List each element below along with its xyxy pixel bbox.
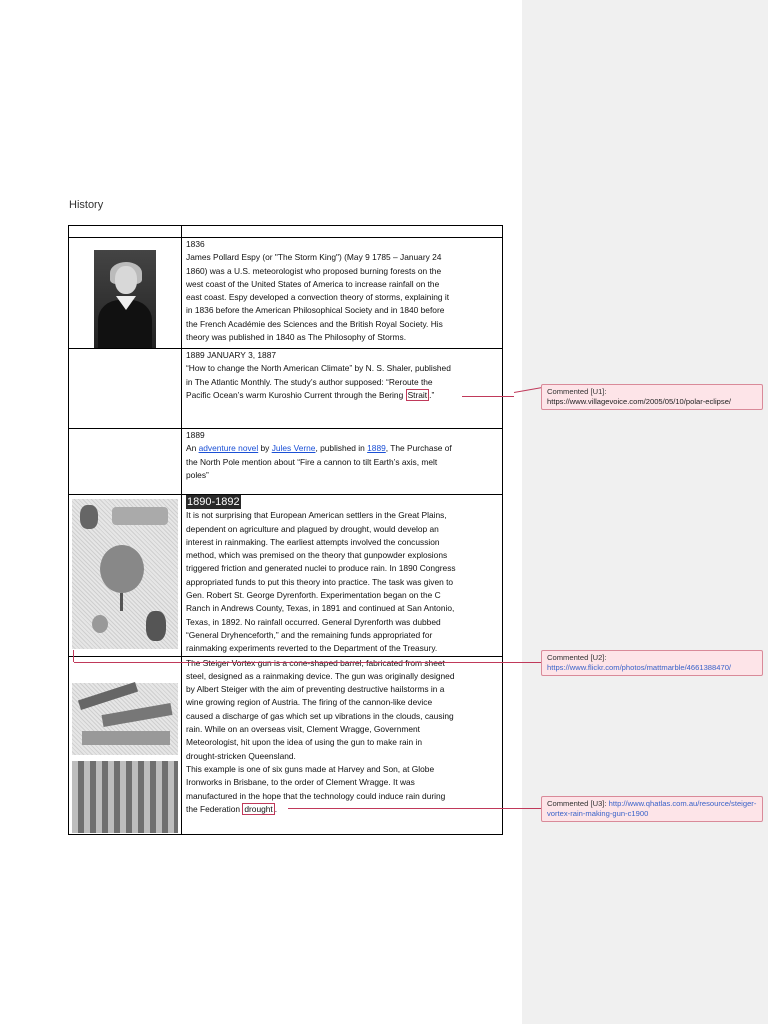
table-row (69, 429, 503, 495)
comment-u1[interactable] (541, 384, 763, 410)
row-line: Ranch in Andrews County, Texas, in 1891 and continued at San Antonio, (186, 603, 455, 614)
row-line: poles” (186, 469, 209, 480)
row-text-steiger[interactable]: steel, designed as a rainmaking device. The gun was originally designed by Albert Steiger with the aim of preventing destructive hailstorms in a wine growing region of Austria. The firing of the cannon-like device caused a discharge of gas which set up vibrations in the clouds, causing rain. While on an overseas visit, Clement Wragge, Government Meteorologist, hit upon the idea of using the gun to make rain in drought-stricken Queensland. This example is one of six guns made at Harvey and Son, at Globe Ironworks in Brisbane, to the order of Clement Wragge. It was manufactured in the hope that the technology could induce rain during the Federation drought . (182, 656, 503, 834)
row-line: 1836 (186, 239, 205, 249)
row-line: steel, designed as a rainmaking device. The gun was originally designed (186, 670, 455, 681)
table-row (69, 238, 503, 349)
row-text-rainmaking[interactable] (182, 495, 503, 657)
link-adventure-novel[interactable]: adventure novel (198, 443, 259, 454)
row-line: wine growing region of Austria. The firing of the cannon-like device (186, 697, 433, 708)
row-line: James Pollard Espy (or "The Storm King") (May 9 1785 – January 24 (186, 252, 442, 263)
row-text-espy[interactable] (182, 238, 503, 349)
table-row (69, 495, 503, 657)
link-jules-verne[interactable]: Jules Verne (271, 443, 316, 454)
row-line: method, which was premised on the theory that gunpowder explosions (186, 550, 448, 561)
row-line: 1889 JANUARY 3, 1887 (186, 350, 277, 360)
comment-leader-u1 (462, 396, 514, 397)
row-text-verne[interactable]: 1889 An adventure novel by Jules Verne, published in 1889, The Purchase of the North Pole mention about “Fire a cannon to tilt Earth’s axis, melt poles” (182, 429, 503, 495)
comment-anchor-u2[interactable] (73, 650, 74, 662)
comment-label: Commented [U2]: (547, 653, 607, 662)
commented-text-u3[interactable]: drought (244, 803, 273, 814)
row-line: interest in rainmaking. The earliest attempts involved the concussion (186, 536, 440, 547)
row-line: in The Atlantic Monthly. The study’s author supposed: “Reroute the (186, 376, 433, 387)
table-header-row (69, 226, 503, 238)
document-title: History (69, 199, 104, 211)
row-line: Meteorologist, hit upon the idea of using the gun to make rain in (186, 737, 423, 748)
row-line: theory was published in 1840 as The Philosophy of Storms. (186, 332, 407, 343)
row-line: in 1836 before the American Philosophical Society and in 1840 before (186, 305, 445, 316)
comment-u3[interactable] (541, 796, 763, 822)
comment-url[interactable]: http://www.qhatlas.com.au/resource/steiger-vortex-rain-making-gun-c1900 (547, 799, 757, 818)
comment-margin-pane (522, 0, 768, 1024)
comment-u2[interactable] (541, 650, 763, 676)
comment-leader-u2 (74, 662, 542, 663)
row-line: “General Dryhenceforth,” and the remaining funds appropriated for (186, 629, 433, 640)
comment-url[interactable]: https://www.flickr.com/photos/mattmarble/4661388470/ (547, 663, 732, 672)
row-line (186, 657, 499, 670)
row-line: rainmaking experiments reverted to the Department of the Treasury. (186, 643, 438, 654)
row-line: appropriated funds to put this theory into practice. The task was given to (186, 576, 454, 587)
row-line: dependent on agriculture and plagued by drought, would develop an (186, 523, 439, 534)
row-line: drought-stricken Queensland. (186, 750, 296, 761)
portrait-icon (94, 250, 156, 348)
row-line: east coast. Espy developed a convection theory of storms, explaining it (186, 292, 450, 303)
row-line: the North Pole mention about “Fire a cannon to tilt Earth’s axis, melt (186, 456, 438, 467)
row-line: “How to change the North American Climate” by N. S. Shaler, published (186, 363, 451, 374)
row-line: Texas, in 1892. No rainfall occurred. General Dyrenforth was dubbed (186, 616, 441, 627)
commented-text-u1[interactable]: Strait (407, 389, 428, 400)
vortex-guns-photo-icon (72, 761, 178, 833)
row-line: west coast of the United States of America to increase rainfall on the (186, 278, 440, 289)
balloon-engraving-icon (72, 499, 178, 649)
history-table (68, 225, 503, 835)
link-1889[interactable]: 1889 (367, 443, 386, 454)
row-line: triggered friction and generated nuclei to produce rain. In 1890 Congress (186, 563, 456, 574)
row-line: This example is one of six guns made at Harvey and Son, at Globe (186, 763, 435, 774)
cannon-engraving-icon (72, 683, 178, 755)
row-heading: 1890-1892 (187, 496, 240, 508)
comment-label: Commented [U3]: (547, 799, 607, 808)
row-line: 1860) was a U.S. meteorologist who proposed burning forests on the (186, 265, 442, 276)
row-line: Gen. Robert St. George Dyrenforth. Experimentation began on the C (186, 590, 441, 601)
comment-leader-u3 (288, 808, 542, 809)
table-row (69, 349, 503, 429)
comment-label: Commented [U1]: (547, 387, 607, 396)
row-line: manufactured in the hope that the technology could induce rain during (186, 790, 446, 801)
comment-url[interactable]: https://www.villagevoice.com/2005/05/10/polar-eclipse/ (547, 397, 732, 406)
row-text-shaler[interactable]: 1889 JANUARY 3, 1887 “How to change the North American Climate” by N. S. Shaler, published in The Atlantic Monthly. The study’s author supposed: “Reroute the Pacific Ocean’s warm Kuroshio Current through the Bering Strait .” (182, 349, 503, 429)
row-line: rain. While on an overseas visit, Clement Wragge, Government (186, 724, 420, 735)
row-line: the French Académie des Sciences and the British Royal Society. His (186, 318, 443, 329)
row-line: by Albert Steiger with the aim of preventing destructive hailstorms in a (186, 684, 445, 695)
row-line: Ironworks in Brisbane, to the order of Clement Wragge. It was (186, 777, 415, 788)
row-line: 1889 (186, 430, 205, 440)
row-line: caused a discharge of gas which set up vibrations in the clouds, causing (186, 710, 454, 721)
row-line: It is not surprising that European American settlers in the Great Plains, (186, 510, 447, 521)
